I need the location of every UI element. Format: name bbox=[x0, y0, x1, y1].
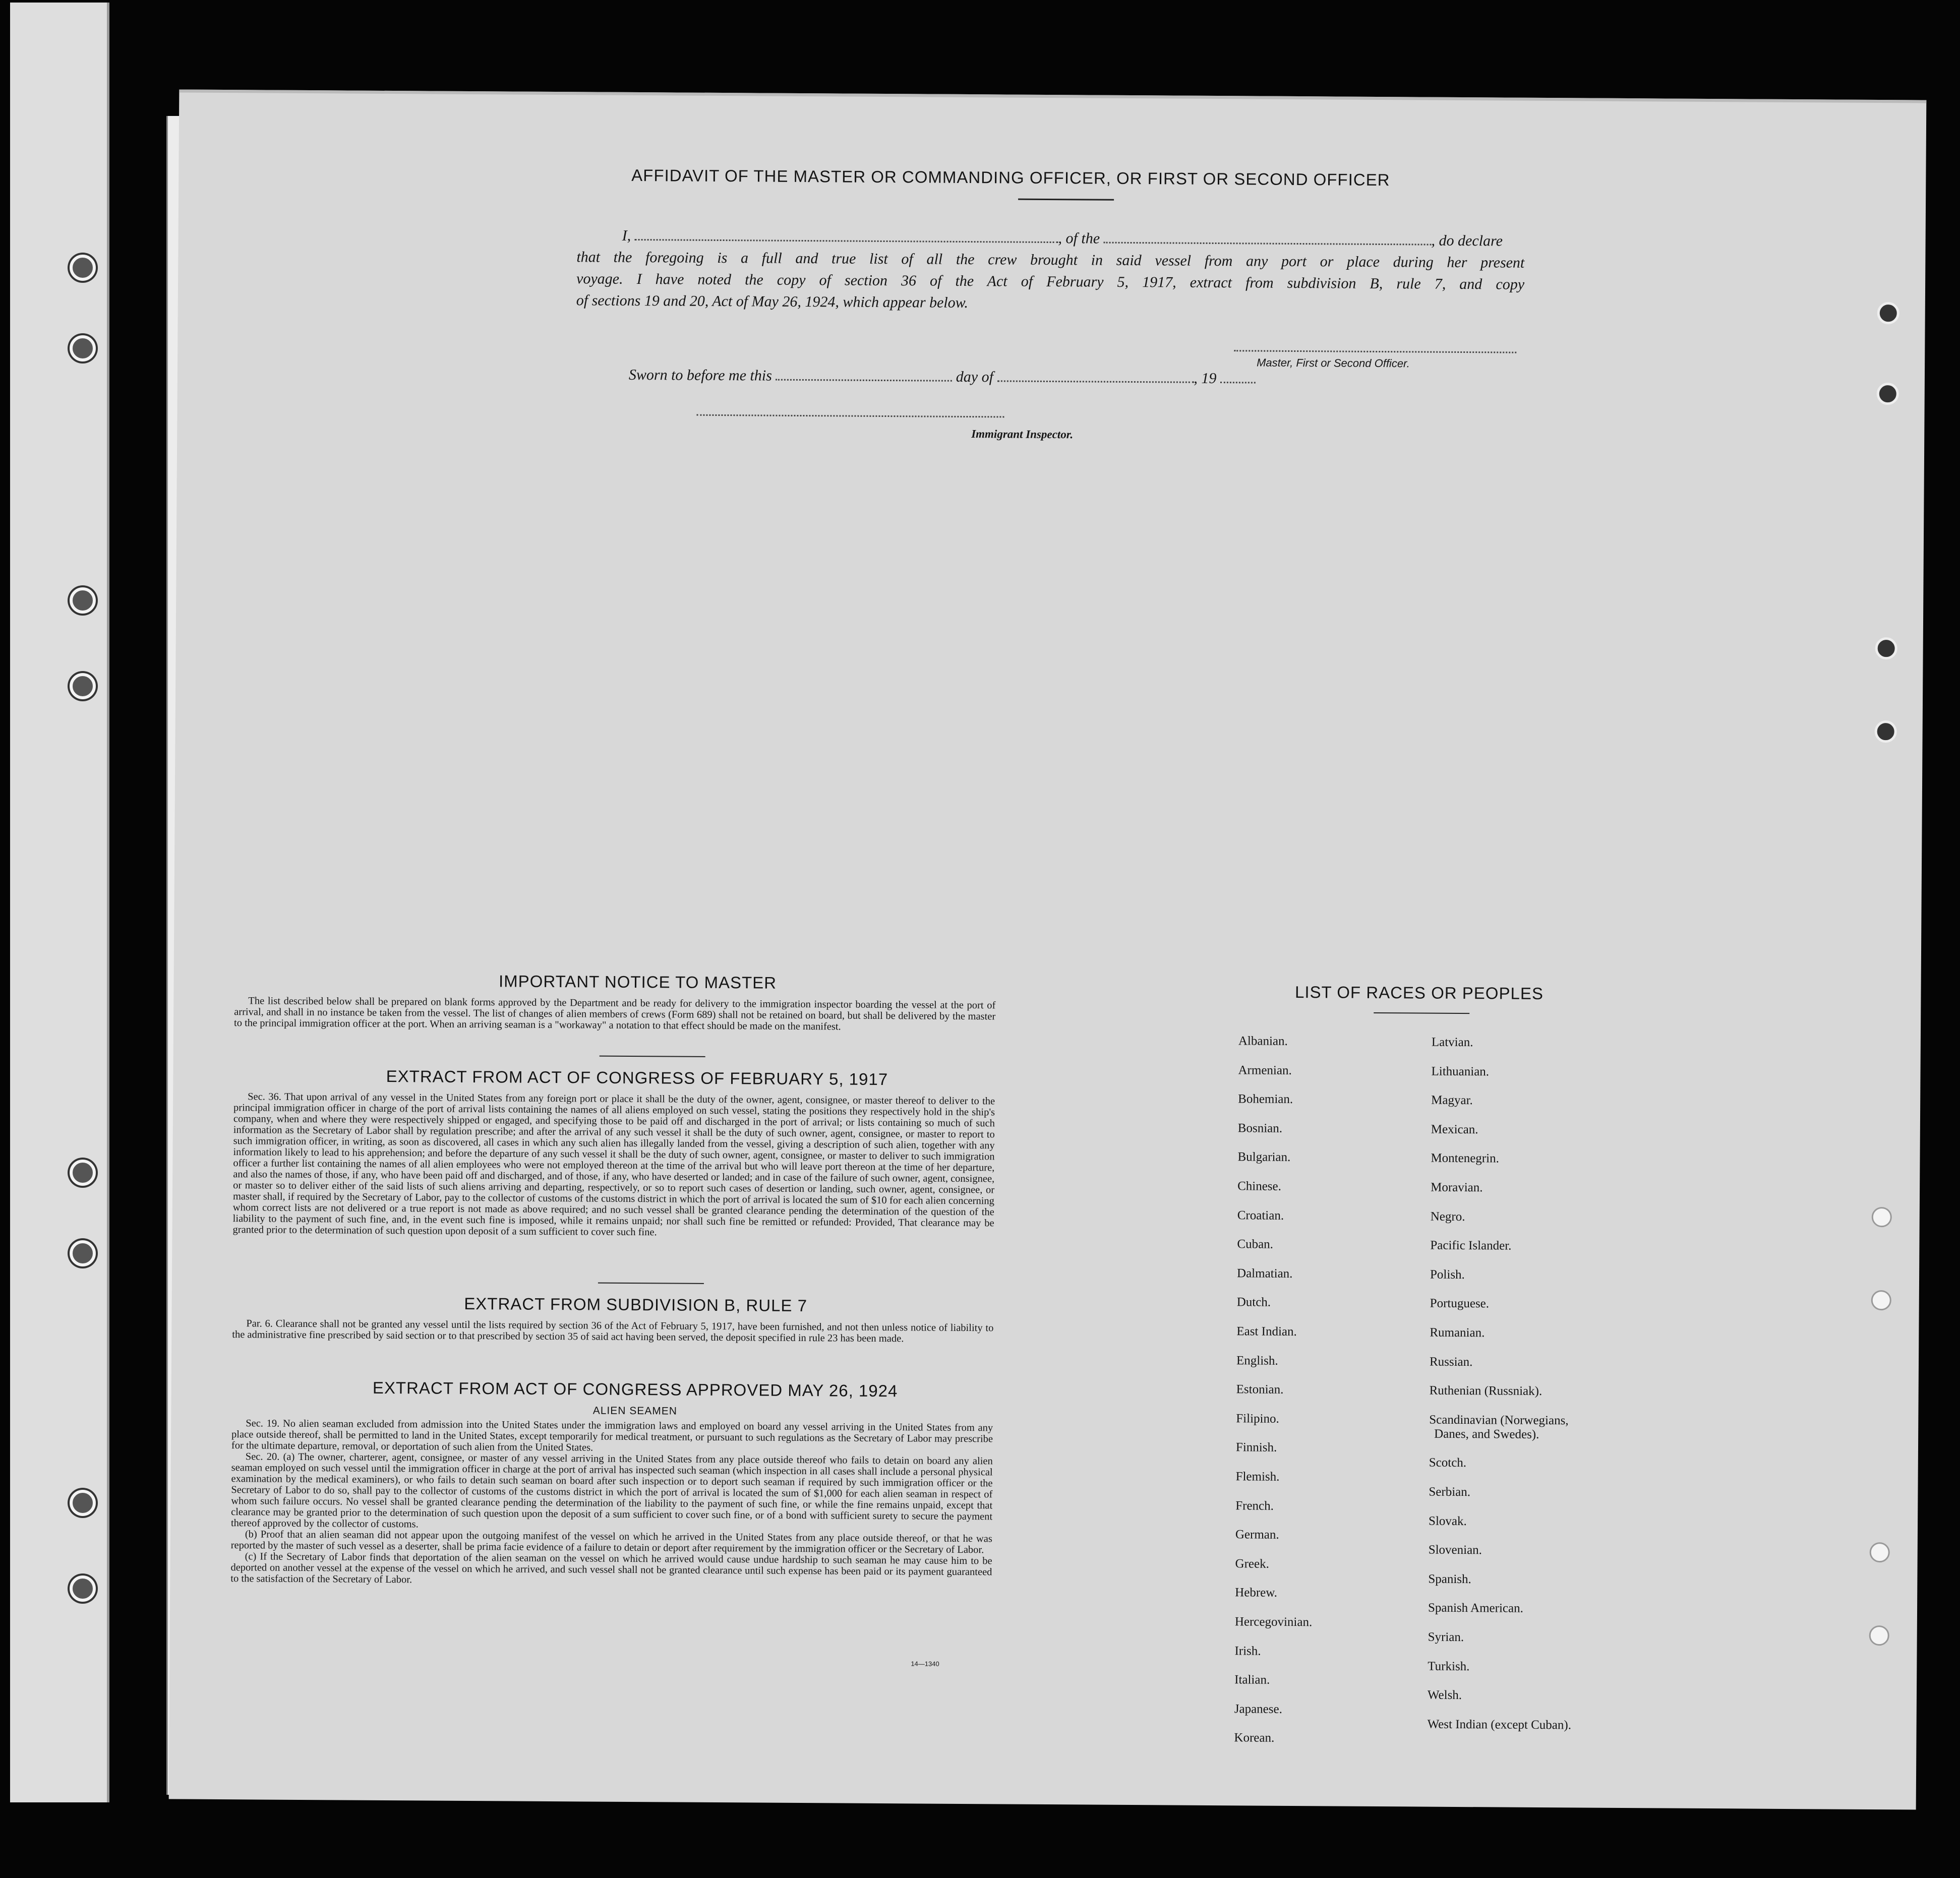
race-item: Dalmatian. bbox=[1237, 1266, 1293, 1281]
races-left-column bbox=[179, 92, 1926, 103]
race-item: East Indian. bbox=[1236, 1324, 1297, 1339]
punch-hole bbox=[1877, 302, 1899, 324]
section-20a-text: Sec. 20. (a) The owner, charterer, agent, consignee, or master of any vessel arriving in the United States from any place outside thereof who fails to detain on board any alien seaman employed on such vessel until the immigration officer in charge at the port of arrival has inspected such seaman (which inspection in all cases shall include a personal physical examination by the medical examiners), or who fails to detain such seaman on board after such inspection or to deport such seaman if required by such immigration officer or the Secretary of Labor to do so, shall pay to the collector of customs of the customs district in which the port of arrival is located the sum of $1,000 for each alien seaman in respect of whom such failure occurs. No vessel shall be granted clearance pending the determination of the liability to the payment of such fine, or while the fine remains unpaid, except that clearance may be granted prior to the determination of such question upon the deposit of a sum sufficient to cover such fine, or of a bond with sufficient surety to secure the payment thereof approved by the collector of customs. bbox=[230, 1451, 993, 1530]
punch-hole bbox=[1872, 1207, 1892, 1227]
race-item: Danes, and Swedes). bbox=[1434, 1427, 1539, 1441]
alien-seamen-subtitle: ALIEN SEAMEN bbox=[592, 1405, 678, 1417]
race-item: Polish. bbox=[1430, 1267, 1465, 1282]
rule-7-body bbox=[232, 1318, 993, 1345]
race-item: Rumanian. bbox=[1430, 1325, 1485, 1340]
section-20b-text: (b) Proof that an alien seaman did not appear upon the outgoing manifest of the vessel on which he arrived in the United States from any place outside thereof, or that he was reported by the master of such vessel as a deserter, shall be prima facie evidence of a failure to detain or deport after requirement by the immigration officer or the Secretary of Labor. bbox=[230, 1529, 992, 1556]
race-item: Lithuanian. bbox=[1431, 1064, 1490, 1078]
inspector-signature-blank[interactable] bbox=[696, 414, 1004, 418]
sworn-day-blank[interactable] bbox=[776, 375, 952, 382]
affidavit-i: I, bbox=[622, 227, 631, 244]
race-item: Welsh. bbox=[1427, 1688, 1462, 1703]
vessel-blank[interactable] bbox=[1104, 238, 1432, 246]
race-item: Greek. bbox=[1235, 1557, 1269, 1571]
extract-1917-body bbox=[233, 1091, 995, 1240]
race-item: Spanish American. bbox=[1428, 1601, 1523, 1616]
affidavit-title: AFFIDAVIT OF THE MASTER OR COMMANDING OFFICER, OR FIRST OR SECOND OFFICER bbox=[631, 165, 1390, 190]
extract-1917-title: EXTRACT FROM ACT OF CONGRESS OF FEBRUARY 5, 1917 bbox=[386, 1066, 888, 1089]
race-item: Bosnian. bbox=[1237, 1121, 1283, 1135]
race-item: Flemish. bbox=[1235, 1470, 1280, 1484]
race-item: Serbian. bbox=[1429, 1485, 1471, 1499]
affidavit-line-1 bbox=[577, 227, 1525, 250]
document-sheet bbox=[169, 89, 1927, 1809]
race-item: West Indian (except Cuban). bbox=[1427, 1717, 1572, 1732]
master-signature-label: Master, First or Second Officer. bbox=[1257, 356, 1410, 370]
race-item: Slovak. bbox=[1429, 1514, 1467, 1528]
rule-7-title: EXTRACT FROM SUBDIVISION B, RULE 7 bbox=[464, 1294, 808, 1315]
race-item: German. bbox=[1235, 1528, 1279, 1542]
race-item: Mexican. bbox=[1431, 1122, 1478, 1137]
race-item: Russian. bbox=[1429, 1355, 1473, 1369]
punch-hole bbox=[70, 1576, 96, 1602]
race-item: Hercegovinian. bbox=[1234, 1615, 1313, 1629]
race-item: Dutch. bbox=[1236, 1295, 1271, 1310]
sworn-text: Sworn to before me this bbox=[628, 366, 772, 384]
punch-hole bbox=[70, 335, 96, 361]
section-19-text: Sec. 19. No alien seaman excluded from admission into the United States under the immigration laws and employed on board any vessel arriving in the United States from any place outside thereof, shall be permitted to land in the United States, except temporarily for medical treatment, or pursuant to such regulations as the Secretary of Labor may prescribe for the ultimate departure, removal, or deportation of such alien from the United States. bbox=[231, 1418, 993, 1453]
race-item: Armenian. bbox=[1238, 1063, 1292, 1077]
punch-hole bbox=[70, 1490, 96, 1516]
punch-hole bbox=[70, 255, 96, 281]
punch-hole bbox=[1875, 720, 1897, 743]
races-right-column bbox=[179, 92, 1926, 103]
day-of-text: day of bbox=[956, 368, 994, 386]
race-item: Bohemian. bbox=[1238, 1092, 1293, 1107]
race-item: Croatian. bbox=[1237, 1208, 1284, 1223]
race-item: Moravian. bbox=[1431, 1180, 1483, 1195]
race-item: Estonian. bbox=[1236, 1382, 1284, 1397]
inspector-label: Immigrant Inspector. bbox=[971, 428, 1074, 441]
extract-1924-title: EXTRACT FROM ACT OF CONGRESS APPROVED MAY 26, 1924 bbox=[372, 1378, 898, 1401]
race-item: Ruthenian (Russniak). bbox=[1429, 1383, 1542, 1399]
races-title: LIST OF RACES OR PEOPLES bbox=[1294, 982, 1544, 1003]
race-item: Irish. bbox=[1234, 1644, 1261, 1658]
race-item: Japanese. bbox=[1234, 1702, 1282, 1716]
punch-hole bbox=[1875, 637, 1897, 659]
race-item: Italian. bbox=[1234, 1673, 1270, 1687]
race-item: Magyar. bbox=[1431, 1093, 1473, 1108]
divider bbox=[598, 1283, 704, 1284]
race-item: Bulgarian. bbox=[1237, 1150, 1291, 1165]
race-item: Cuban. bbox=[1237, 1237, 1274, 1251]
sworn-line bbox=[629, 367, 1256, 388]
race-item: Turkish. bbox=[1428, 1659, 1470, 1673]
punch-hole bbox=[70, 1240, 96, 1266]
punch-hole bbox=[1871, 1290, 1891, 1310]
section-20c-text: (c) If the Secretary of Labor finds that deportation of the alien seaman on the vessel on which he arrived would cause undue hardship to such seaman he may cause him to be deported on another vessel at the expense of the vessel on which he arrived, and such vessel shall not be granted clearance until such expense has been paid or its payment guaranteed to the satisfaction of the Secretary of Labor. bbox=[230, 1551, 992, 1586]
race-item: French. bbox=[1235, 1498, 1274, 1513]
punch-hole bbox=[70, 673, 96, 699]
race-item: Portuguese. bbox=[1430, 1297, 1490, 1311]
punch-hole bbox=[1869, 1625, 1889, 1646]
punch-hole bbox=[1870, 1542, 1890, 1562]
divider bbox=[600, 1056, 705, 1057]
divider bbox=[1374, 1012, 1469, 1014]
sworn-year-blank[interactable] bbox=[1220, 378, 1256, 383]
race-item: Latvian. bbox=[1431, 1035, 1473, 1050]
race-item: Scandinavian (Norwegians, bbox=[1429, 1413, 1569, 1428]
punch-hole bbox=[70, 587, 96, 614]
adjacent-page-strip bbox=[10, 3, 109, 1802]
affidavit-of-the: , of the bbox=[1058, 230, 1100, 247]
divider bbox=[1018, 199, 1114, 201]
year-text: , 19 bbox=[1194, 370, 1217, 387]
notice-paragraph: The list described below shall be prepared on blank forms approved by the Department and be ready for delivery to the immigration inspector boarding the vessel at the port of arrival, and shall in no instance be taken from the vessel. The list of changes of alien members of crews (Form 689) shall not be retained on board, but shall be delivered by the master to the principal immigration officer at the port. When an arriving seaman is a "workaway" a notation to that effect should be made on the manifest. bbox=[234, 995, 996, 1033]
form-number: 14—1340 bbox=[911, 1660, 939, 1668]
extract-1924-body bbox=[230, 1418, 993, 1589]
race-item: Montenegrin. bbox=[1431, 1152, 1499, 1166]
master-signature-blank[interactable] bbox=[1234, 350, 1516, 353]
sworn-month-blank[interactable] bbox=[997, 376, 1194, 383]
race-item: Syrian. bbox=[1428, 1630, 1464, 1645]
race-item: Finnish. bbox=[1235, 1440, 1277, 1455]
race-item: Pacific Islander. bbox=[1430, 1238, 1512, 1253]
race-item: Chinese. bbox=[1237, 1179, 1282, 1193]
race-item: Hebrew. bbox=[1235, 1586, 1278, 1600]
race-item: Korean. bbox=[1234, 1731, 1275, 1745]
affidavit-declare: , do declare bbox=[1431, 232, 1503, 250]
punch-hole bbox=[1877, 383, 1899, 405]
notice-title: IMPORTANT NOTICE TO MASTER bbox=[498, 972, 777, 992]
race-item: Albanian. bbox=[1238, 1034, 1288, 1048]
affidavit-line-2: that the foregoing is a full and true list of all the crew brought in said vessel from any port or place during her present bbox=[576, 249, 1525, 271]
affidavit-line-3: voyage. I have noted the copy of section 36 of the Act of February 5, 1917, extract from subdivision B, rule 7, and copy bbox=[576, 270, 1525, 293]
race-item: Spanish. bbox=[1428, 1572, 1471, 1586]
section-36-text: Sec. 36. That upon arrival of any vessel in the United States from any foreign port or place it shall be the duty of the owner, agent, consignee, or master thereof to deliver to the principal immigration officer in charge of the port of arrival lists containing the names of all aliens employed on such vessel, stating the positions they respectively hold in the ship's company, when and where they were respectively shipped or engaged, and specifying those to be paid off and discharged in the port of arrival; or lists containing so much of such information as the Secretary of Labor shall by regulation prescribe; and after the arrival of any such vessel it shall be the duty of such owner, agent, consignee, or master to report to such immigration officer, in writing, as soon as discovered, all cases in which any such alien has illegally landed from the vessel, giving a description of such alien, together with any information likely to lead to his apprehension; and before the departure of any such vessel it shall be the duty of such owner, agent, consignee, or master to deliver to such immigration officer a further list containing the names of all alien employees who were not employed thereon at the time of the arrival but who will leave port thereon at the time of her departure, and also the names of those, if any, who have been paid off and discharged, and of those, if any, who have deserted or landed; and in case of the failure of such owner, agent, consignee, or master so to deliver either of the said lists of such aliens arriving and departing, respectively, or so to report such cases of desertion or landing, such owner, agent, consignee, or master shall, if required by the Secretary of Labor, pay to the collector of customs of the customs district in which the port of arrival is located the sum of $10 for each alien concerning whom correct lists are not delivered or a true report is not made as above required; and no such vessel shall be granted clearance pending the determination of the question of the liability to the payment of such fine, and, in the event such fine is imposed, while it remains unpaid; nor shall such fine be remitted or refunded: Provided, That clearance may be granted prior to the determination of such question upon deposit of a sum sufficient to cover such fine. bbox=[232, 1091, 995, 1238]
name-blank[interactable] bbox=[635, 235, 1058, 243]
punch-hole bbox=[70, 1160, 96, 1186]
race-item: Slovenian. bbox=[1428, 1543, 1482, 1557]
notice-body bbox=[234, 995, 995, 1033]
race-item: Negro. bbox=[1430, 1209, 1465, 1224]
race-item: Scotch. bbox=[1429, 1456, 1467, 1470]
race-item: Filipino. bbox=[1236, 1412, 1279, 1426]
rule-7-text: Par. 6. Clearance shall not be granted any vessel until the lists required by section 36 of the Act of February 5, 1917, have been furnished, and not then unless notice of liability to the administrative fine prescribed by said section or to that prescribed by section 35 of said act having been served, the deposit specified in rule 23 has been made. bbox=[232, 1318, 994, 1345]
race-item: English. bbox=[1236, 1353, 1278, 1368]
affidavit-line-4: of sections 19 and 20, Act of May 26, 1924, which appear below. bbox=[576, 292, 969, 312]
